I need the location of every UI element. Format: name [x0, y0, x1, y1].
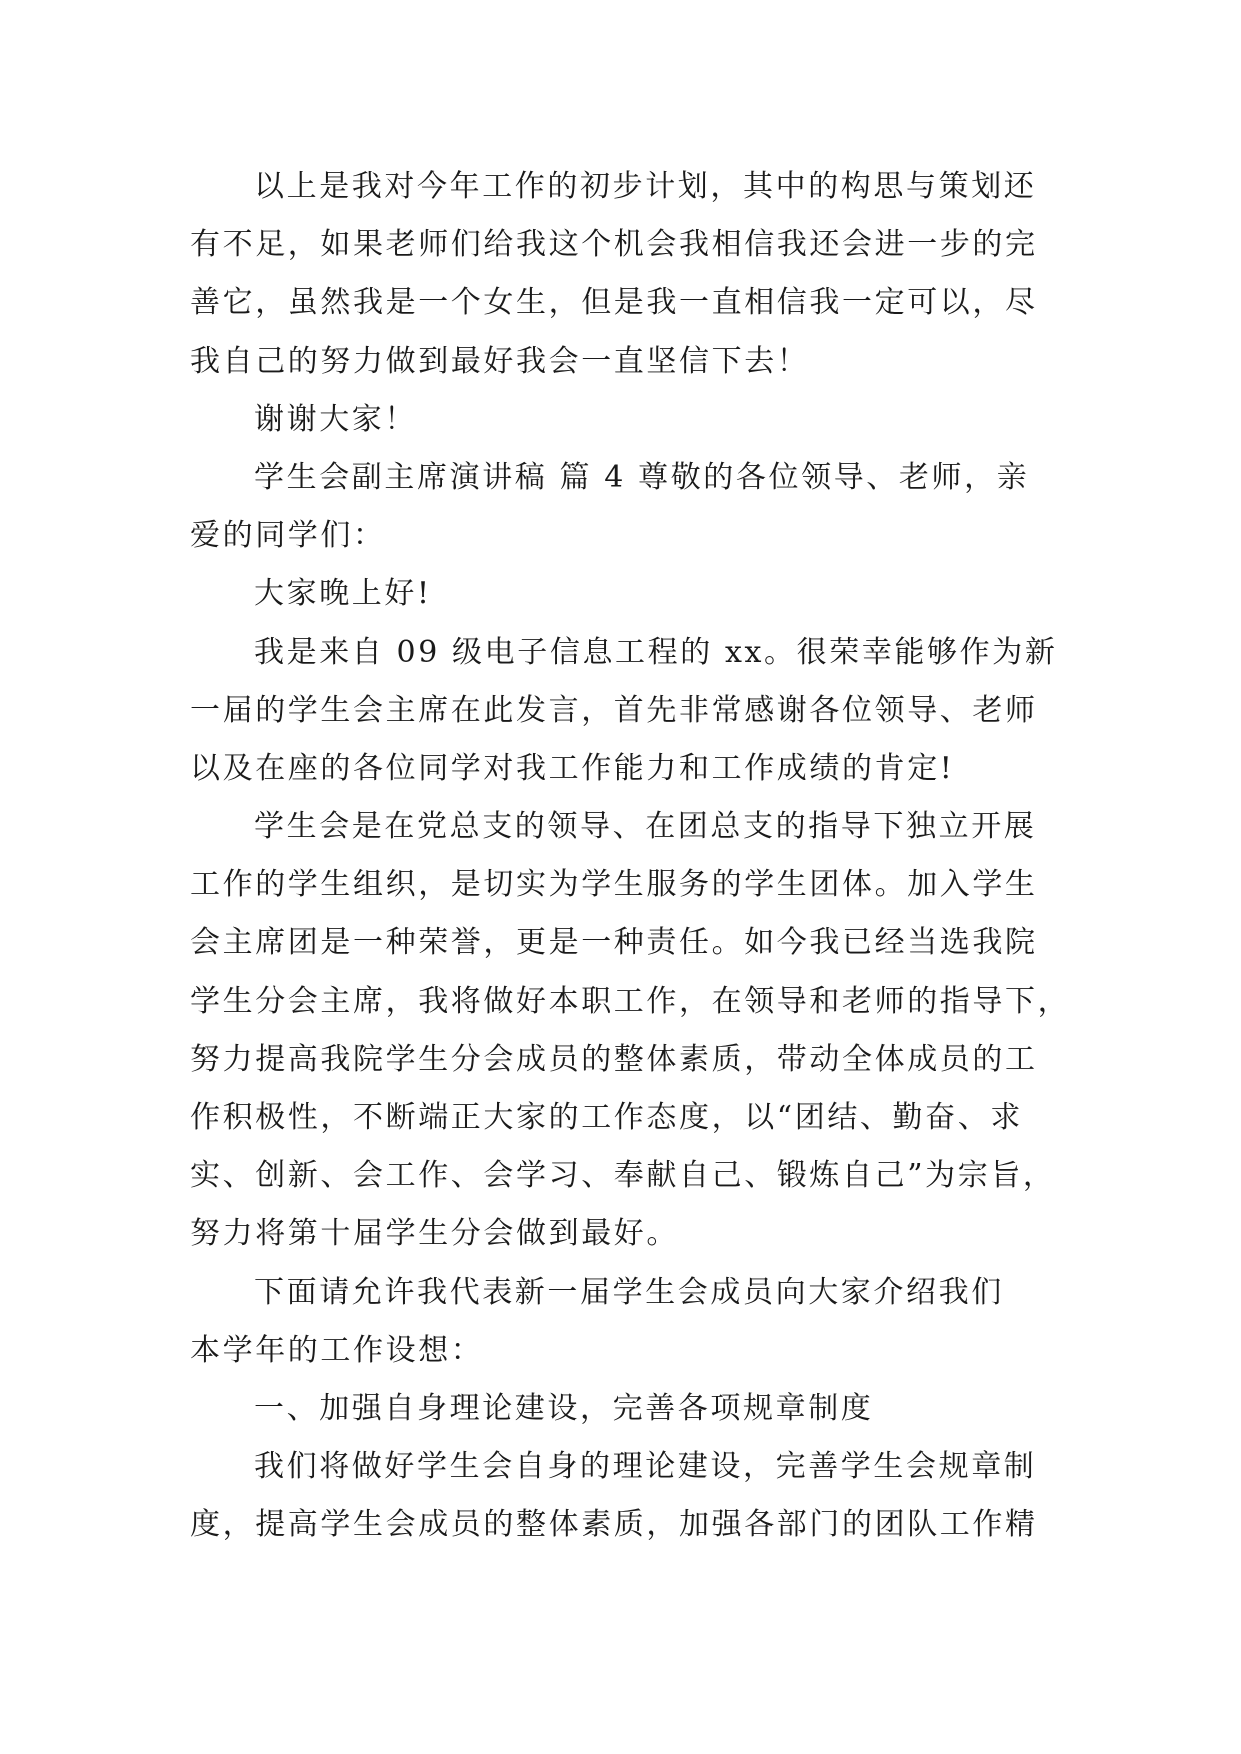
text-line: 我自己的努力做到最好我会一直坚信下去！ [190, 343, 810, 379]
text-line: 善它，虽然我是一个女生，但是我一直相信我一定可以，尽 [190, 285, 1038, 321]
document-body [190, 158, 1071, 1555]
text-line: 学生分会主席，我将做好本职工作，在领导和老师的指导下， [190, 983, 1071, 1019]
text-line: 我们将做好学生会自身的理论建设，完善学生会规章制 [254, 1449, 1037, 1485]
text-line: 工作的学生组织，是切实为学生服务的学生团体。加入学生 [190, 867, 1038, 903]
text-line: 谢谢大家！ [254, 401, 417, 437]
text-line: 大家晚上好! [254, 576, 432, 612]
text-line: 以上是我对今年工作的初步计划，其中的构思与策划还 [254, 169, 1037, 204]
text-line: 一届的学生会主席在此发言，首先非常感谢各位领导、老师 [190, 692, 1038, 728]
text-line: 本学年的工作设想： [190, 1332, 484, 1368]
text-line: 会主席团是一种荣誉，更是一种责任。如今我已经当选我院 [190, 925, 1038, 961]
text-line: 努力提高我院学生分会成员的整体素质，带动全体成员的工 [190, 1041, 1038, 1077]
text-line: 我是来自 09 级电子信息工程的 xx。很荣幸能够作为新 [254, 634, 1058, 670]
text-line: 努力将第十届学生分会做到最好。 [190, 1216, 679, 1252]
text-line: 以及在座的各位同学对我工作能力和工作成绩的肯定! [190, 750, 955, 786]
text-line: 一、加强自身理论建设，完善各项规章制度 [254, 1390, 874, 1426]
text-line: 学生会副主席演讲稿 篇 4 尊敬的各位领导、老师，亲 [254, 459, 1030, 495]
text-line: 下面请允许我代表新一届学生会成员向大家介绍我们 [254, 1274, 1004, 1310]
text-line: 作积极性，不断端正大家的工作态度，以“团结、勤奋、求 [190, 1100, 1023, 1135]
text-line: 度，提高学生会成员的整体素质，加强各部门的团队工作精 [190, 1507, 1038, 1543]
text-line: 有不足，如果老师们给我这个机会我相信我还会进一步的完 [190, 227, 1038, 263]
text-line: 实、创新、会工作、会学习、奉献自己、锻炼自己”为宗旨， [190, 1158, 1056, 1194]
text-line: 学生会是在党总支的领导、在团总支的指导下独立开展 [254, 809, 1037, 845]
text-line: 爱的同学们： [190, 518, 386, 554]
